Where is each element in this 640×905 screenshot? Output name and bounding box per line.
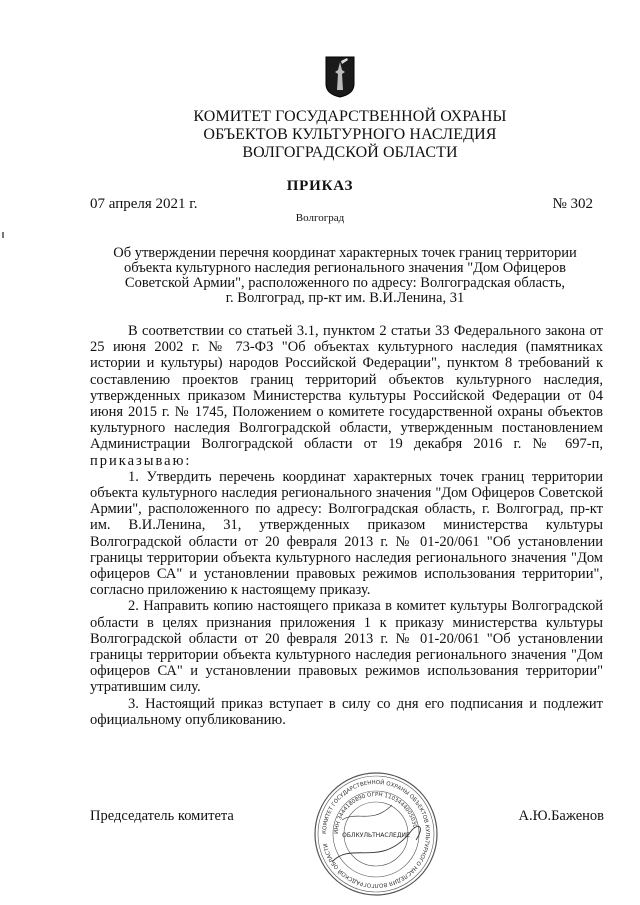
order-item-3: 3. Настоящий приказ вступает в силу со дня его подписания и подлежит официальному опубликованию. [90, 695, 603, 728]
header-line: КОМИТЕТ ГОСУДАРСТВЕННОЙ ОХРАНЫ [193, 108, 507, 125]
order-date: 07 апреля 2021 г. [90, 196, 198, 212]
official-seal [312, 770, 440, 898]
orders-word: приказываю: [90, 452, 192, 469]
header-line: ОБЪЕКТОВ КУЛЬТУРНОГО НАСЛЕДИЯ [203, 126, 497, 143]
signatory-name: А.Ю.Баженов [518, 808, 604, 824]
order-city: Волгоград [295, 212, 345, 224]
coat-of-arms-icon [325, 56, 355, 98]
seal-ring-text: КОМИТЕТ ГОСУДАРСТВЕННОЙ ОХРАНЫ ОБЪЕКТОВ КУЛЬТУРНОГО НАСЛЕДИЯ ВОЛГОГРАДСКОЙ ОБЛАСТИ [321, 779, 431, 889]
preamble-text: В соответствии со статьей 3.1, пунктом 2 статьи 33 Федерального закона от 25 июня 2002 г. № 73-ФЗ "Об объектах культурного наследия (памятниках истории и культуры) народов Российской Федерации", пунктом 8 требований к составлению проектов границ территорий объектов культурного наследия, утвержденных приказом Министерства культуры Российской Федерации от 04 июня 2015 г. № 1745, Положением о комитете государственной охраны объектов культурного наследия Волгоградской области, утвержденным постановлением Администрации Волгоградской области от 19 декабря 2016 г. № 697-п, [90, 323, 603, 453]
order-subject [90, 246, 600, 306]
margin-mark [2, 232, 4, 238]
order-item-2: 2. Направить копию настоящего приказа в комитет культуры Волгоградской области в целях признания приложения 1 к приказу министерства культуры Волгоградской области от 20 февраля 2013 г. № 01-20/061 "Об установлении границы территории объекта культурного наследия регионального значения "Дом офицеров СА" и установлении правовых режимов использования территории" утратившим силу. [90, 598, 603, 696]
document-title: ПРИКАЗ [286, 178, 354, 194]
seal-center-text: ОБЛКУЛЬТНАСЛЕДИЕ [342, 832, 410, 839]
subject-line: г. Волгоград, пр-кт им. В.И.Ленина, 31 [225, 290, 465, 306]
order-number: № 302 [552, 196, 593, 212]
organization-header [150, 108, 550, 162]
signatory-position: Председатель комитета [90, 808, 234, 824]
subject-line: Советской Армии", расположенного по адресу: Волгоградская область, [124, 275, 566, 291]
order-body [90, 323, 603, 728]
subject-line: Об утверждении перечня координат характерных точек границ территории [113, 245, 577, 261]
preamble-paragraph [90, 323, 603, 469]
header-line: ВОЛГОГРАДСКОЙ ОБЛАСТИ [242, 144, 458, 161]
subject-line: объекта культурного наследия регионального значения "Дом Офицеров [124, 260, 566, 276]
order-item-1: 1. Утвердить перечень координат характерных точек границ территории объекта культурного наследия регионального значения "Дом Офицеров Советской Армии", расположенного по адресу: Волгоградская область, г. Волгоград, пр-кт им. В.И.Ленина, 31, утвержденных приказом министерства культуры Волгоградской области от 20 февраля 2013 г. № 01-20/061 "Об установлении границы территории объекта культурного наследия регионального значения "Дом офицеров СА" и установлении правовых режимов использования территории", согласно приложению к настоящему приказу. [90, 468, 603, 599]
seal-ids-text: ИНН 3444180890 ОГРН 1103444005030 [333, 791, 418, 835]
